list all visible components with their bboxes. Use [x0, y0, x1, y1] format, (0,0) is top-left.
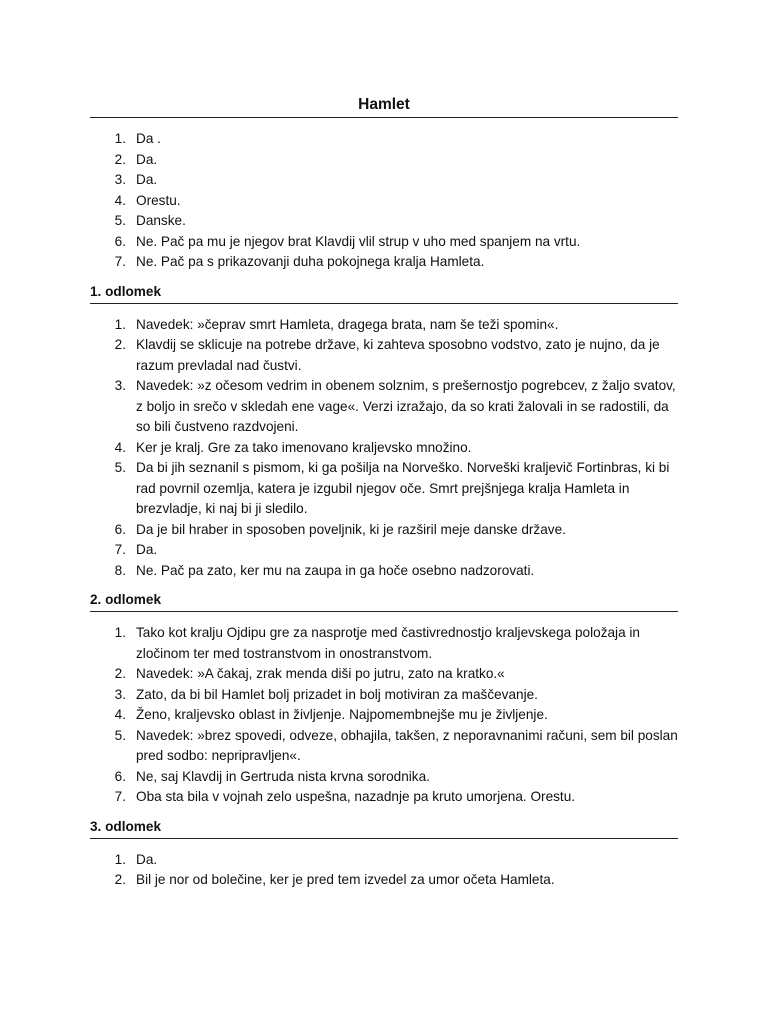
- document-page: [90, 96, 678, 891]
- item-number: 3.: [114, 686, 126, 702]
- item-number: 1.: [114, 851, 126, 867]
- list-item: [90, 335, 678, 376]
- list-item: [90, 540, 678, 561]
- list-item: [90, 664, 678, 685]
- item-number: 5.: [114, 213, 126, 228]
- item-text: Oba sta bila v vojnah zelo uspešna, nazadnje pa kruto umorjena. Orestu.: [136, 789, 576, 804]
- section-heading-odlomek-3: 3. odlomek: [90, 818, 678, 839]
- list-item: [90, 252, 678, 273]
- item-text: Ne. Pač pa mu je njegov brat Klavdij vlil strup v uho med spanjem na vrtu.: [136, 233, 581, 249]
- item-text: Ne. Pač pa s prikazovanji duha pokojnega kralja Hamleta.: [136, 254, 485, 269]
- item-text: Navedek: »z očesom vedrim in obenem solznim, s prešernostjo pogrebcev, z žaljo svatov, z boljo in srečo v skledah ene vage«. Verzi izražajo, da so krati žalovali in se radostili, da so bili čustveno razdvojeni.: [136, 378, 676, 434]
- list-item: [90, 170, 678, 191]
- item-text: Navedek: »A čakaj, zrak menda diši po jutru, zato na kratko.«: [136, 666, 505, 681]
- section-1-list: [90, 315, 678, 582]
- item-text: Navedek: »čeprav smrt Hamleta, dragega brata, nam še teži spomin«.: [136, 316, 559, 332]
- item-text: Da bi jih seznanil s pismom, ki ga pošilja na Norveško. Norveški kraljevič Fortinbras, ki bi rad povrnil ozemlja, katera je izgubil njegov oče. Smrt prejšnjega kralja Hamleta in brezvladje, ki naj bi ji sledilo.: [136, 460, 670, 516]
- item-text: Orestu.: [136, 192, 181, 208]
- item-text: Ker je kralj. Gre za tako imenovano kraljevsko množino.: [136, 439, 472, 455]
- list-item: [90, 129, 678, 150]
- item-number: 1.: [114, 316, 126, 332]
- item-text: Klavdij se sklicuje na potrebe države, ki zahteva sposobno vodstvo, zato je nujno, da je razum prevladal nad čustvi.: [136, 337, 660, 373]
- item-number: 2.: [114, 337, 126, 352]
- intro-list: [90, 129, 678, 273]
- list-item: [90, 767, 678, 788]
- list-item: [90, 561, 678, 582]
- list-item: [90, 150, 678, 171]
- item-number: 6.: [114, 521, 126, 537]
- item-number: 7.: [114, 789, 126, 804]
- item-number: 4.: [114, 439, 126, 455]
- document-title: Hamlet: [90, 96, 678, 118]
- item-text: Da.: [136, 851, 158, 867]
- item-number: 6.: [114, 233, 126, 249]
- item-text: Ne. Pač pa zato, ker mu na zaupa in ga hoče osebno nadzorovati.: [136, 562, 535, 578]
- item-text: Da je bil hraber in sposoben poveljnik, ki je razširil meje danske države.: [136, 521, 566, 537]
- item-text: Ženo, kraljevsko oblast in življenje. Najpomembnejše mu je življenje.: [136, 707, 548, 722]
- item-text: Danske.: [136, 213, 186, 228]
- item-number: 4.: [114, 192, 126, 208]
- item-text: Da .: [136, 131, 161, 146]
- item-text: Zato, da bi bil Hamlet bolj prizadet in bolj motiviran za maščevanje.: [136, 686, 538, 702]
- item-number: 1.: [114, 625, 126, 640]
- list-item: [90, 850, 678, 871]
- item-text: Da.: [136, 151, 158, 167]
- item-text: Ne, saj Klavdij in Gertruda nista krvna sorodnika.: [136, 768, 430, 784]
- item-number: 7.: [114, 254, 126, 269]
- item-number: 3.: [114, 172, 126, 187]
- item-number: 1.: [114, 131, 126, 146]
- item-number: 5.: [114, 727, 126, 743]
- list-item: [90, 623, 678, 664]
- item-number: 6.: [114, 768, 126, 784]
- list-item: [90, 870, 678, 891]
- item-number: 2.: [114, 872, 126, 887]
- list-item: [90, 705, 678, 726]
- list-item: [90, 315, 678, 336]
- list-item: [90, 191, 678, 212]
- item-text: Bil je nor od bolečine, ker je pred tem izvedel za umor očeta Hamleta.: [136, 872, 555, 887]
- list-item: [90, 787, 678, 808]
- item-text: Da.: [136, 172, 158, 187]
- list-item: [90, 520, 678, 541]
- item-number: 7.: [114, 542, 126, 557]
- item-text: Da.: [136, 542, 158, 557]
- item-number: 2.: [114, 666, 126, 681]
- list-item: [90, 726, 678, 767]
- item-number: 3.: [114, 378, 126, 393]
- section-3-list: [90, 850, 678, 891]
- section-2-list: [90, 623, 678, 808]
- item-number: 2.: [114, 151, 126, 167]
- item-text: Navedek: »brez spovedi, odveze, obhajila, takšen, z neporavnanimi računi, sem bil poslan pred sodbo: nepripravljen«.: [136, 727, 678, 763]
- list-item: [90, 458, 678, 520]
- list-item: [90, 685, 678, 706]
- section-heading-odlomek-2: 2. odlomek: [90, 591, 678, 612]
- item-number: 5.: [114, 460, 126, 475]
- item-number: 4.: [114, 707, 126, 722]
- section-heading-odlomek-1: 1. odlomek: [90, 283, 678, 304]
- list-item: [90, 211, 678, 232]
- item-text: Tako kot kralju Ojdipu gre za nasprotje med častivrednostjo kraljevskega položaja in zločinom ter med tostranstvom in onostranstvom.: [136, 625, 640, 661]
- item-number: 8.: [114, 562, 126, 578]
- list-item: [90, 376, 678, 438]
- list-item: [90, 438, 678, 459]
- list-item: [90, 232, 678, 253]
